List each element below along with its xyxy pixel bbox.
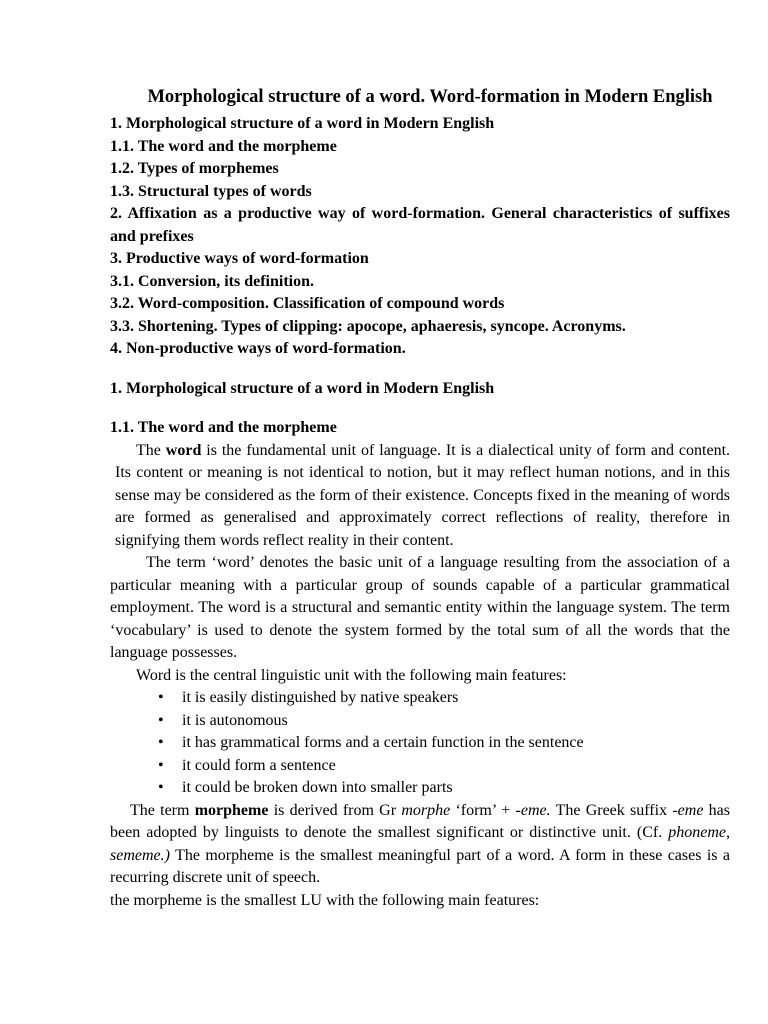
list-item: • it has grammatical forms and a certain function in the sentence — [158, 734, 584, 751]
list-item: • it could form a sentence — [158, 756, 336, 774]
toc-item: 1.2. Types of morphemes — [110, 160, 279, 177]
toc-item: 3.2. Word-composition. Classification of compound words — [110, 295, 505, 312]
paragraph-term-word: The term ‘word’ denotes the basic unit of a language resulting from the association of a particular meaning with a particular group of sounds capable of a particular grammatical employment. The word is a structural and semantic entity within the language system. The term ‘vocabulary’ is used to denote the system formed by the total sum of all the words that the language possesses. — [110, 554, 730, 661]
toc-item: 3.1. Conversion, its definition. — [110, 272, 315, 290]
toc-item: 1.1. The word and the morpheme — [110, 137, 337, 155]
toc-item: 1.3. Structural types of words — [110, 182, 312, 200]
paragraph-word-definition: The word is the fundamental unit of language. It is a dialectical unity of form and content. Its content or meaning is not identical to notion, but it may reflect human notions, and in this sense may be considered as the form of their existence. Concepts fixed in the meaning of words are formed as generalised and approximately correct reflections of reality, therefore in signifying them words reflect reality in their content. — [115, 441, 731, 549]
list-item: • it could be broken down into smaller parts — [158, 779, 453, 796]
list-item: • it is easily distinguished by native speakers — [158, 689, 459, 706]
paragraph-morpheme-definition: The term morpheme is derived from Gr morphe ‘form’ + -eme. The Greek suffix -eme has been adopted by linguists to denote the smallest significant or distinctive unit. (Cf. phoneme, sememe.) The morpheme is the smallest meaningful part of a word. A form in these cases is a recurring discrete unit of speech. — [110, 801, 730, 886]
word-features-list — [110, 687, 730, 800]
document-page — [110, 86, 730, 912]
toc-item: 4. Non-productive ways of word-formation. — [110, 340, 406, 357]
toc-item: 3. Productive ways of word-formation — [110, 250, 369, 267]
list-item: • it is autonomous — [158, 711, 288, 729]
toc-item: 3.3. Shortening. Types of clipping: apocope, aphaeresis, syncope. Acronyms. — [110, 317, 626, 335]
document-title: Morphological structure of a word. Word-formation in Modern English — [147, 87, 713, 107]
toc-item: 1. Morphological structure of a word in Modern English — [110, 115, 495, 132]
section-heading: 1. Morphological structure of a word in Modern English — [110, 379, 495, 397]
paragraph-morpheme-features-intro: the morpheme is the smallest LU with the following main features: — [110, 891, 540, 909]
paragraph-word-features-intro: Word is the central linguistic unit with the following main features: — [136, 666, 567, 684]
table-of-contents — [110, 113, 730, 361]
toc-item: 2. Affixation as a productive way of word-formation. General characteristics of suffixes and prefixes — [110, 205, 730, 245]
subsection-heading: 1.1. The word and the morpheme — [110, 419, 337, 436]
